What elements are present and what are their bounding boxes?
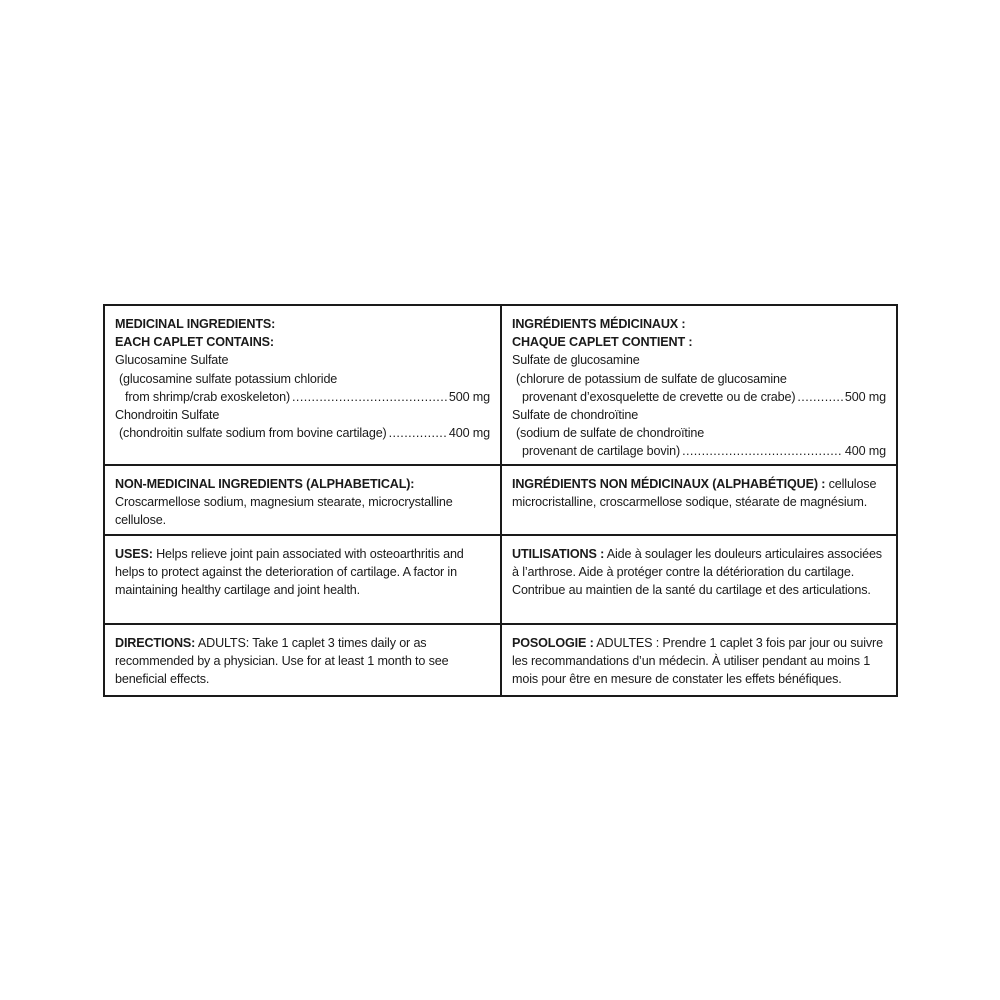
uses-paragraph-fr [512, 545, 886, 600]
uses-fr [502, 536, 896, 625]
directions-heading-en: DIRECTIONS: [115, 636, 196, 650]
non-medicinal-text-en: Croscarmellose sodium, magnesium stearate, microcrystalline cellulose. [115, 495, 453, 528]
directions-text-fr: ADULTES : Prendre 1 caplet 3 fois par jour ou suivre les recommandations d’un médecin. À utiliser pendant au moins 1 mois pour être en mesure de constater les effets bénéfiques. [512, 636, 883, 687]
ingredient1-name-en: Glucosamine Sulfate [115, 353, 229, 368]
non-medicinal-heading-fr: INGRÉDIENTS NON MÉDICINAUX (ALPHABÉTIQUE) : [512, 477, 826, 491]
uses-text-en: Helps relieve joint pain associated with osteoarthritis and helps to protect against the deterioration of cartilage. A factor in maintaining healthy cartilage and joint health. [115, 547, 464, 598]
ingredient2-detail2-fr: provenant de cartilage bovin) [522, 444, 681, 459]
each-caplet-heading-en: EACH CAPLET CONTAINS: [115, 335, 274, 350]
medicinal-heading-en: MEDICINAL INGREDIENTS: [115, 317, 276, 331]
directions-heading-fr: POSOLOGIE : [512, 636, 594, 650]
ingredient2-detail-en: (chondroitin sulfate sodium from bovine cartilage) [119, 426, 387, 441]
ingredient1-amount-en: 500 mg [448, 389, 490, 404]
uses-en [105, 536, 502, 625]
ingredient1-detail-fr: (chlorure de potassium de sulfate de glucosamine [516, 371, 787, 386]
uses-heading-en: USES: [115, 547, 153, 561]
non-medicinal-text-fr: cellulose microcristalline, croscarmellose sodique, stéarate de magnésium. [512, 477, 877, 510]
non-medicinal-ingredients-en [105, 466, 502, 536]
non-medicinal-heading-en: NON-MEDICINAL INGREDIENTS (ALPHABETICAL): [115, 477, 415, 491]
non-medicinal-paragraph-fr [512, 475, 886, 511]
ingredient1-name-fr: Sulfate de glucosamine [512, 353, 640, 368]
leader-dots [292, 388, 447, 406]
medicinal-ingredients-en [105, 306, 502, 466]
ingredient2-amount-line-fr [512, 442, 886, 460]
directions-text-en: ADULTS: Take 1 caplet 3 times daily or as recommended by a physician. Use for at least 1 month to see beneficial effects. [115, 636, 449, 687]
each-caplet-heading-fr: CHAQUE CAPLET CONTIENT : [512, 335, 693, 350]
directions-paragraph-en [115, 634, 490, 689]
non-medicinal-paragraph-en [115, 475, 490, 530]
uses-paragraph-en [115, 545, 490, 600]
ingredient1-amount-fr: 500 mg [844, 389, 886, 404]
directions-en [105, 625, 502, 695]
medicinal-heading-fr: INGRÉDIENTS MÉDICINAUX : [512, 317, 686, 331]
ingredient2-detail-fr: (sodium de sulfate de chondroïtine [516, 426, 705, 441]
directions-fr [502, 625, 896, 695]
ingredient2-amount-line-en [115, 424, 490, 442]
uses-heading-fr: UTILISATIONS : [512, 547, 605, 561]
ingredient2-name-fr: Sulfate de chondroïtine [512, 408, 639, 423]
uses-text-fr: Aide à soulager les douleurs articulaires associées à l’arthrose. Aide à protéger contre la détérioration du cartilage. Contribue au maintien de la santé du cartilage et des articulations. [512, 547, 882, 598]
ingredient1-amount-line-fr [512, 388, 886, 406]
ingredient1-detail2-fr: provenant d’exosquelette de crevette ou de crabe) [522, 389, 796, 404]
leader-dots [797, 388, 842, 406]
directions-paragraph-fr [512, 634, 886, 689]
ingredient1-amount-line-en [115, 388, 490, 406]
product-label-table [103, 304, 898, 697]
leader-dots [682, 442, 843, 460]
ingredient1-detail-en: (glucosamine sulfate potassium chloride [119, 371, 338, 386]
medicinal-ingredients-fr [502, 306, 896, 466]
ingredient2-name-en: Chondroitin Sulfate [115, 408, 220, 423]
ingredient2-amount-en: 400 mg [448, 426, 490, 441]
non-medicinal-ingredients-fr [502, 466, 896, 536]
ingredient2-amount-fr: 400 mg [844, 444, 886, 459]
ingredient1-detail2-en: from shrimp/crab exoskeleton) [125, 389, 291, 404]
leader-dots [389, 424, 447, 442]
